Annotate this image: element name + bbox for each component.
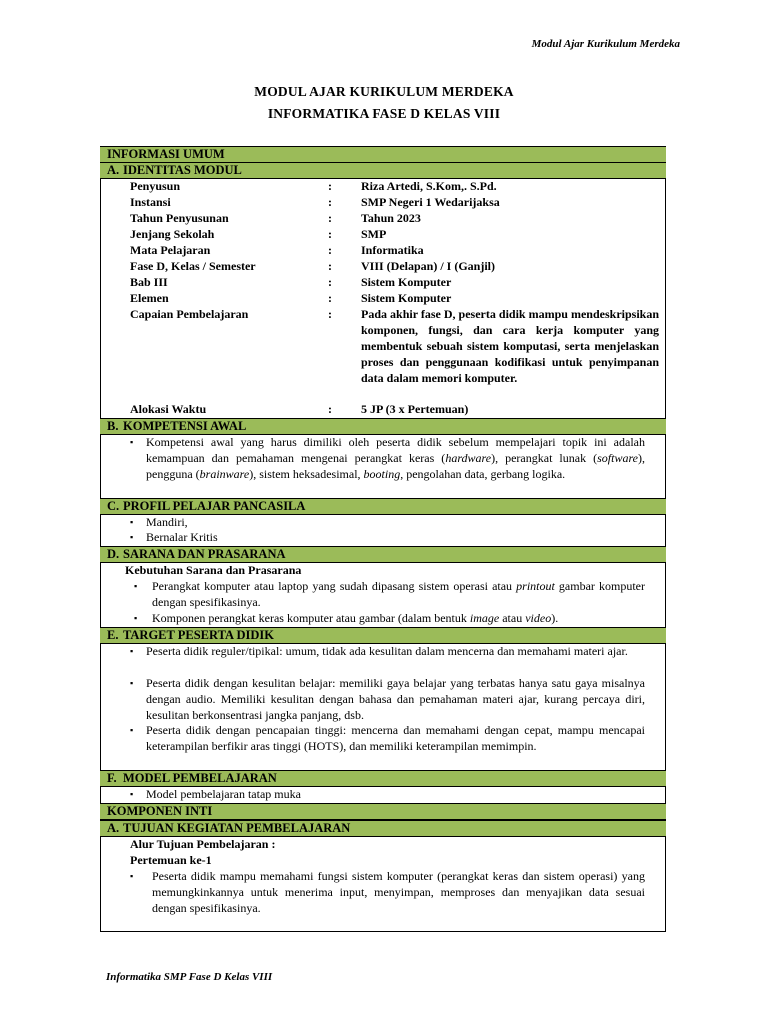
field-value-capaian: Pada akhir fase D, peserta didik mampu mendeskripsikan komponen, fungsi, dan cara kerja komputer yang membentuk sebuah sistem komputasi, serta menjelaskan proses dan penggunaan kodifikasi untuk penyimpanan data dalam memori komputer. <box>361 307 659 385</box>
section-letter: A. <box>107 163 120 177</box>
section-title: PROFIL PELAJAR PANCASILA <box>123 499 306 513</box>
field-label-mapel: Mata Pelajaran <box>130 243 211 257</box>
field-value-alokasi: 5 JP (3 x Pertemuan) <box>361 402 469 416</box>
section-model-pembelajaran <box>100 770 666 787</box>
section-informasi-umum: INFORMASI UMUM <box>100 146 666 163</box>
colon: : <box>328 211 332 225</box>
bullet-icon: ▪ <box>130 871 134 881</box>
section-letter: A. <box>107 821 120 835</box>
field-value-bab: Sistem Komputer <box>361 275 452 289</box>
section-identitas-modul <box>100 162 666 179</box>
field-label-penyusun: Penyusun <box>130 179 181 193</box>
running-header: Modul Ajar Kurikulum Merdeka <box>531 38 680 50</box>
field-label-bab: Bab III <box>130 275 168 289</box>
section-letter: C. <box>107 499 120 513</box>
field-value-elemen: Sistem Komputer <box>361 291 452 305</box>
bullet-icon: ▪ <box>130 437 134 447</box>
field-label-elemen: Elemen <box>130 291 169 305</box>
section-profil-pancasila <box>100 498 666 515</box>
kompetensi-awal-text: Kompetensi awal yang harus dimiliki oleh peserta didik sebelum mempelajari topik ini adalah kemampuan dan pemahaman mengenai perangkat keras (hardware), perangkat lunak (software), pengguna (brainware), sistem heksadesimal, booting, pengolahan data, gerbang logika. <box>146 435 646 481</box>
pertemuan-heading: Pertemuan ke-1 <box>130 853 212 867</box>
section-title: MODEL PEMBELAJARAN <box>123 771 277 785</box>
bullet-icon: ▪ <box>134 613 138 623</box>
colon: : <box>328 227 332 241</box>
colon: : <box>328 195 332 209</box>
list-item: Mandiri, <box>146 515 188 529</box>
sarana-heading: Kebutuhan Sarana dan Prasarana <box>125 563 302 577</box>
field-value-fase: VIII (Delapan) / I (Ganjil) <box>361 259 496 273</box>
field-value-jenjang: SMP <box>361 227 387 241</box>
field-label-capaian: Capaian Pembelajaran <box>130 307 249 321</box>
bullet-icon: ▪ <box>130 789 134 799</box>
section-target-peserta <box>100 627 666 644</box>
section-title: IDENTITAS MODUL <box>123 163 242 177</box>
colon: : <box>328 243 332 257</box>
colon: : <box>328 259 332 273</box>
field-label-jenjang: Jenjang Sekolah <box>130 227 215 241</box>
section-komponen-inti: KOMPONEN INTI <box>100 803 666 820</box>
section-letter: F. <box>107 771 117 785</box>
section-title: SARANA DAN PRASARANA <box>123 547 286 561</box>
document-subtitle: INFORMATIKA FASE D KELAS VIII <box>267 106 501 121</box>
section-kompetensi-awal <box>100 418 666 435</box>
field-value-instansi: SMP Negeri 1 Wedarijaksa <box>361 195 500 209</box>
running-footer: Informatika SMP Fase D Kelas VIII <box>106 971 273 983</box>
field-value-mapel: Informatika <box>361 243 424 257</box>
field-label-tahun: Tahun Penyusunan <box>130 211 229 225</box>
section-title: TUJUAN KEGIATAN PEMBELAJARAN <box>123 821 351 835</box>
alur-heading: Alur Tujuan Pembelajaran : <box>130 837 276 851</box>
field-label-fase: Fase D, Kelas / Semester <box>130 259 256 273</box>
colon: : <box>328 307 332 321</box>
section-letter: E. <box>107 628 119 642</box>
section-letter: B. <box>107 419 119 433</box>
list-item: Bernalar Kritis <box>146 530 218 544</box>
bullet-icon: ▪ <box>134 581 138 591</box>
section-title: KOMPETENSI AWAL <box>123 419 247 433</box>
section-tujuan-kegiatan <box>100 820 666 837</box>
field-label-alokasi: Alokasi Waktu <box>130 402 207 416</box>
bullet-icon: ▪ <box>130 517 134 527</box>
colon: : <box>328 402 332 416</box>
colon: : <box>328 291 332 305</box>
tujuan-item-1: Peserta didik mampu memahami fungsi sistem komputer (perangkat keras dan sistem operasi) yang memungkinkannya untuk menerima input, menyimpan, memproses dan menyajikan data sesuai dengan spesifikasinya. <box>152 869 645 915</box>
sarana-item-1: Perangkat komputer atau laptop yang sudah dipasang sistem operasi atau printout gambar komputer dengan spesifikasinya. <box>152 579 645 609</box>
field-label-instansi: Instansi <box>130 195 171 209</box>
list-item: Model pembelajaran tatap muka <box>146 787 301 801</box>
target-item-1: Peserta didik reguler/tipikal: umum, tidak ada kesulitan dalam mencerna dan memahami materi ajar. <box>146 644 628 658</box>
colon: : <box>328 179 332 193</box>
bullet-icon: ▪ <box>130 646 134 656</box>
target-item-2: Peserta didik dengan kesulitan belajar: memiliki gaya belajar yang terbatas hanya satu gaya misalnya dengan audio. Memiliki kesulitan dengan bahasa dan pemahaman materi ajar, kurang percaya diri, kesulitan berkonsentrasi jangka panjang, dsb. <box>146 676 645 722</box>
section-letter: D. <box>107 547 120 561</box>
bullet-icon: ▪ <box>130 532 134 542</box>
sarana-item-2: Komponen perangkat keras komputer atau gambar (dalam bentuk image atau video). <box>152 611 559 625</box>
section-sarana-prasarana <box>100 546 666 563</box>
colon: : <box>328 275 332 289</box>
field-value-tahun: Tahun 2023 <box>361 211 421 225</box>
bullet-icon: ▪ <box>130 725 134 735</box>
field-value-penyusun: Riza Artedi, S.Kom,. S.Pd. <box>361 179 497 193</box>
section-title: TARGET PESERTA DIDIK <box>123 628 274 642</box>
bullet-icon: ▪ <box>130 678 134 688</box>
target-item-3: Peserta didik dengan pencapaian tinggi: mencerna dan memahami dengan cepat, mampu mencapai keterampilan berfikir aras tinggi (HOTS), dan memiliki keterampilan memimpin. <box>146 723 645 753</box>
document-title: MODUL AJAR KURIKULUM MERDEKA <box>254 84 514 99</box>
